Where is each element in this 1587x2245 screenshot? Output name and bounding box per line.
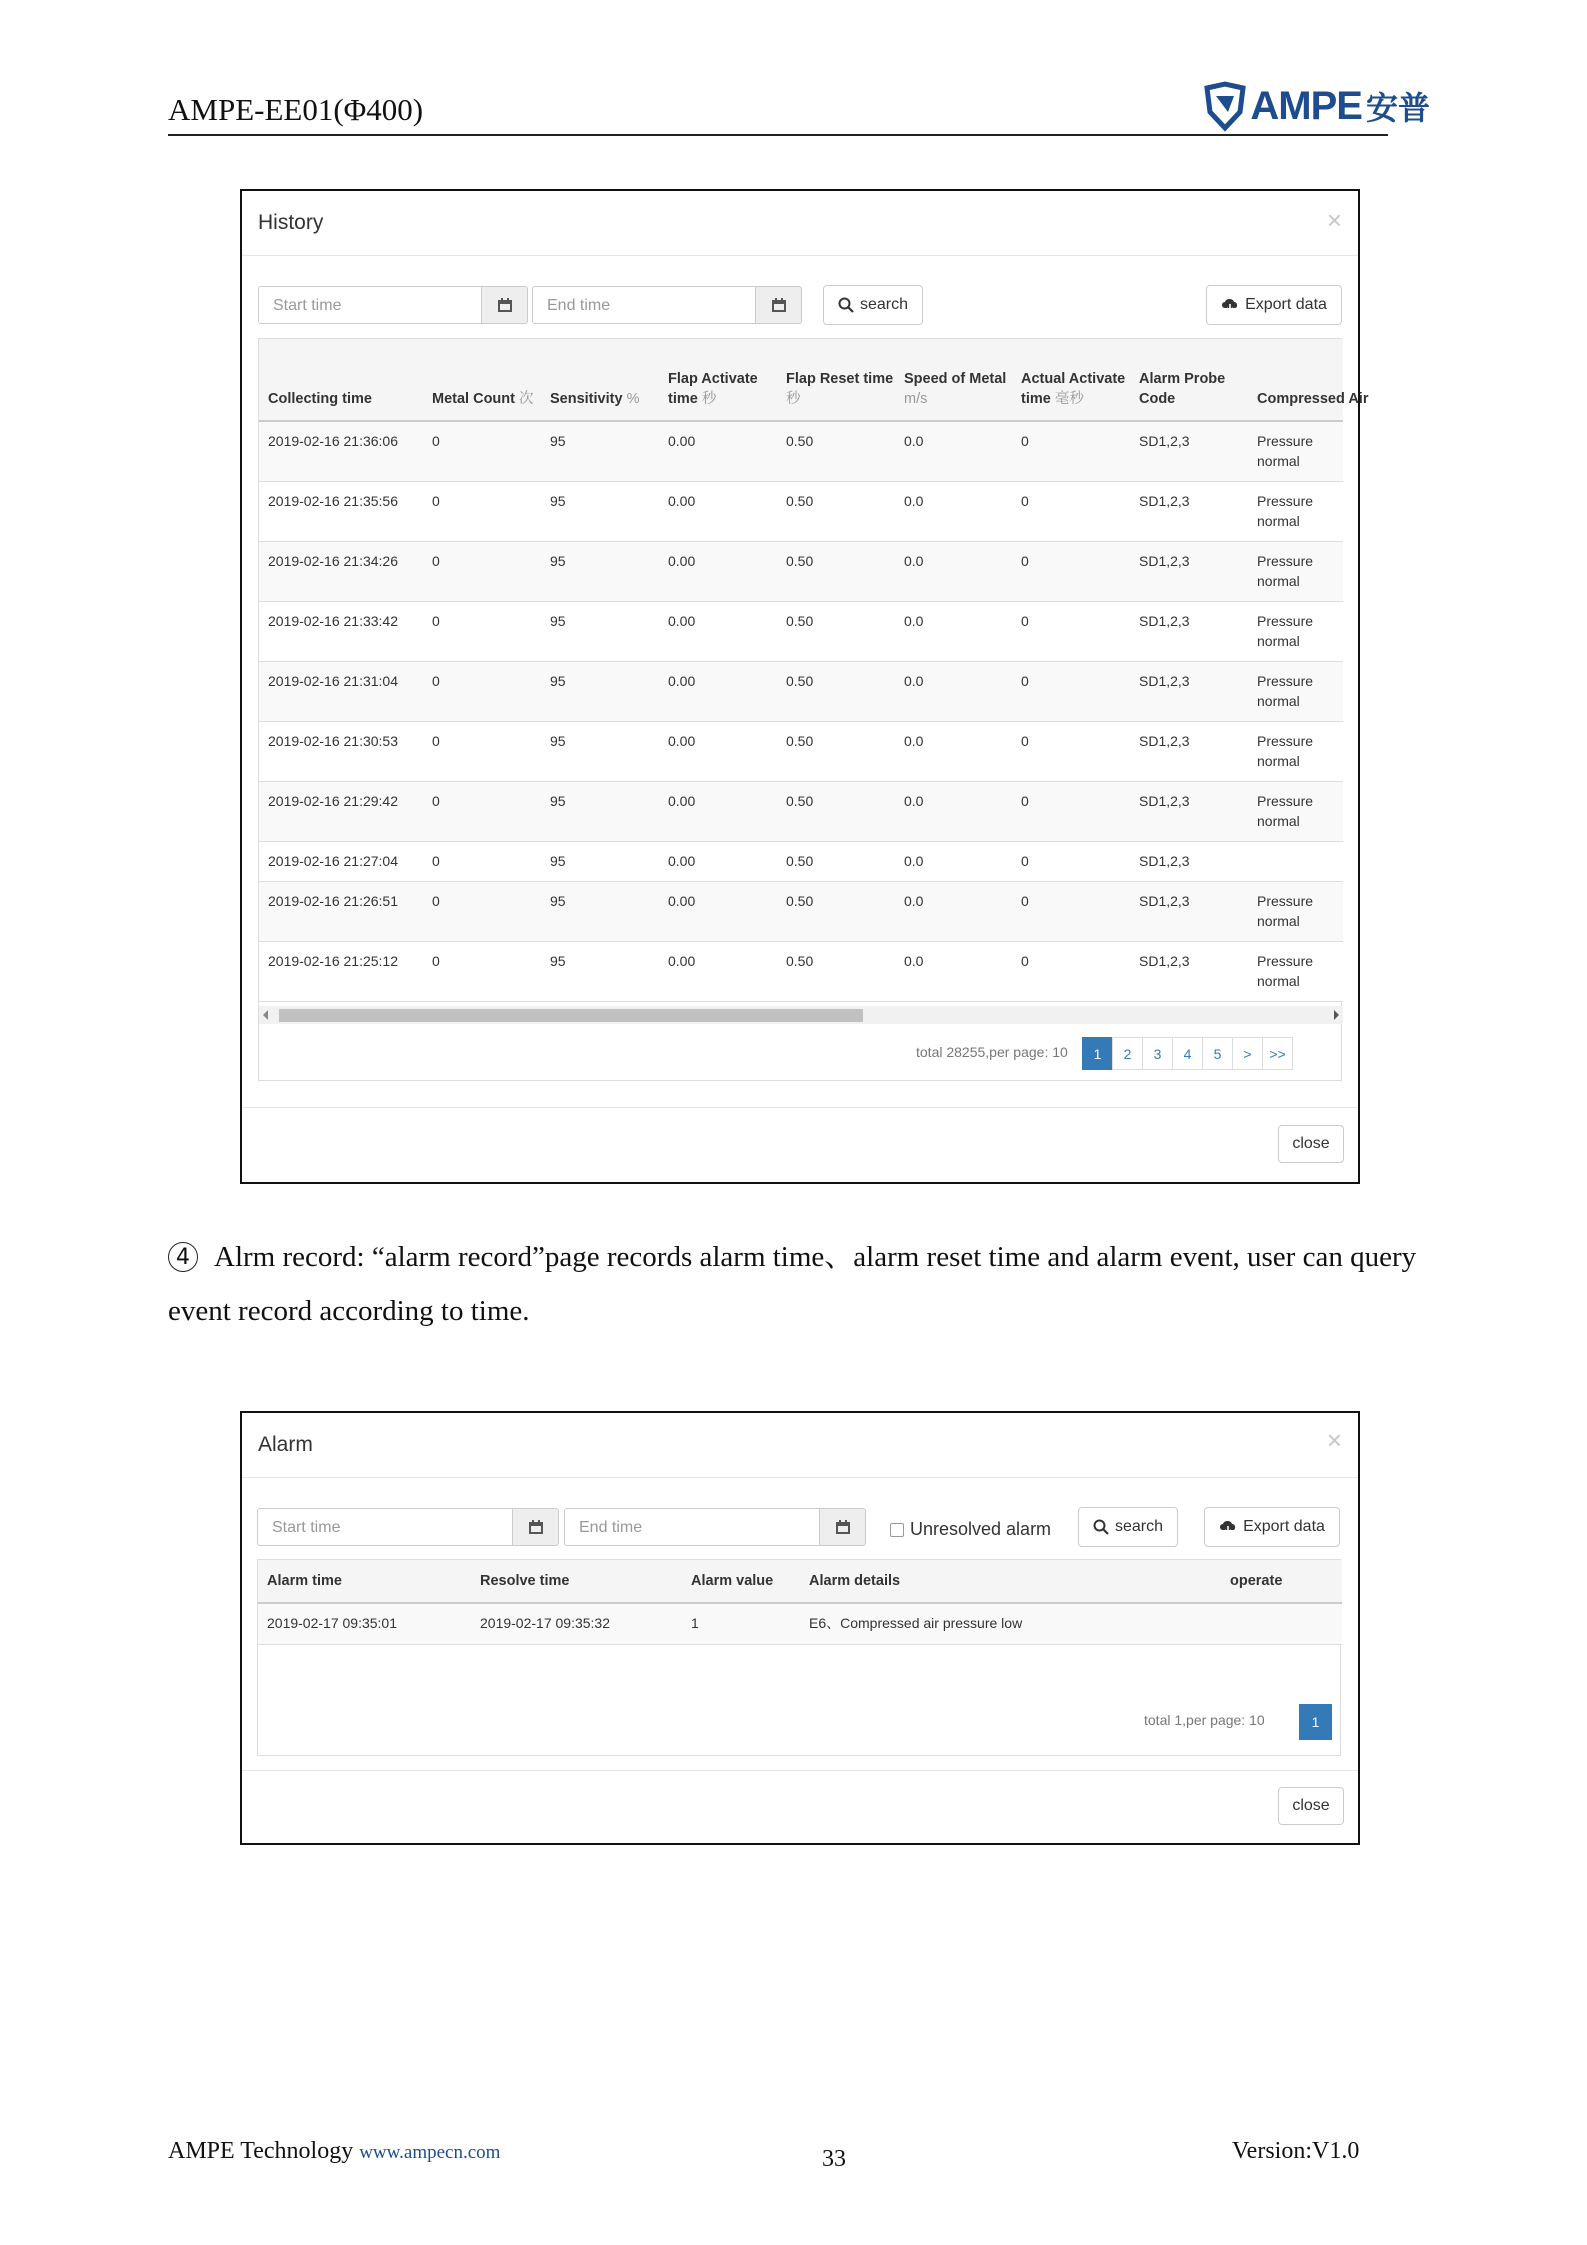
document-title: AMPE-EE01(Φ400) xyxy=(168,92,424,127)
alarm-probe-code-cell: SD1,2,3 xyxy=(1139,553,1190,569)
column-header-flap-reset-time xyxy=(786,369,896,409)
version-label: Version:V1.0 xyxy=(1232,2138,1360,2164)
column-header: Resolve time xyxy=(480,1573,570,1589)
compressed-air-cell: Pressure normal xyxy=(1257,673,1314,709)
alarm-probe-code-cell: SD1,2,3 xyxy=(1139,673,1190,689)
close-label: close xyxy=(1292,1135,1330,1152)
alarm-probe-code-cell: SD1,2,3 xyxy=(1139,613,1190,629)
column-header-actual-activate-time xyxy=(1021,369,1131,409)
flap-reset-time-cell: 0.50 xyxy=(786,613,814,629)
flap-activate-time-cell: 0.00 xyxy=(668,893,696,909)
collecting-time-cell: 2019-02-16 21:27:04 xyxy=(268,853,398,869)
flap-reset-time-cell: 0.50 xyxy=(786,733,814,749)
alarm-modal-header xyxy=(242,1413,1358,1478)
column-header-collecting-time xyxy=(268,389,378,409)
alarm-table xyxy=(257,1559,1341,1756)
column-header: Alarm time xyxy=(267,1573,342,1589)
page-button[interactable]: 5 xyxy=(1202,1037,1233,1070)
alarm-probe-code-cell: SD1,2,3 xyxy=(1139,433,1190,449)
close-button[interactable] xyxy=(1278,1125,1344,1163)
table-row[interactable] xyxy=(259,602,1343,662)
column-header-alarm-probe-code xyxy=(1139,369,1249,409)
flap-activate-time-cell: 0.00 xyxy=(668,733,696,749)
metal-count-cell: 0 xyxy=(432,793,440,809)
search-icon xyxy=(838,297,854,313)
sensitivity-cell: 95 xyxy=(550,553,566,569)
metal-count-cell: 0 xyxy=(432,893,440,909)
pager-info: total 1,per page: 10 xyxy=(1144,1712,1265,1728)
export-data-button[interactable] xyxy=(1204,1507,1340,1547)
flap-activate-time-cell: 0.00 xyxy=(668,433,696,449)
shield-logo-icon xyxy=(1204,82,1246,130)
history-pagination xyxy=(1083,1037,1293,1070)
metal-count-cell: 0 xyxy=(432,733,440,749)
table-row[interactable] xyxy=(259,722,1343,782)
scroll-left-arrow-icon[interactable] xyxy=(263,1010,268,1020)
actual-activate-time-cell: 0 xyxy=(1021,733,1029,749)
company-url[interactable]: www.ampecn.com xyxy=(359,2142,501,2163)
flap-activate-time-cell: 0.00 xyxy=(668,673,696,689)
search-icon xyxy=(1093,1519,1109,1535)
alarm-value-cell: 1 xyxy=(691,1615,699,1631)
column-label: Alarm Probe Code xyxy=(1139,371,1226,407)
page-button[interactable]: 1 xyxy=(1299,1704,1332,1740)
column-unit: m/s xyxy=(904,391,928,407)
page-button[interactable]: 1 xyxy=(1082,1037,1113,1070)
sensitivity-cell: 95 xyxy=(550,673,566,689)
close-x-icon[interactable]: × xyxy=(1326,1425,1342,1455)
alarm-modal xyxy=(240,1411,1360,1845)
close-button[interactable] xyxy=(1278,1787,1344,1825)
history-table xyxy=(258,338,1369,1081)
calendar-icon xyxy=(771,298,787,313)
history-modal xyxy=(240,189,1369,1184)
table-row[interactable] xyxy=(259,842,1343,882)
metal-count-cell: 0 xyxy=(432,433,440,449)
column-header-flap-activate-time xyxy=(668,369,778,409)
actual-activate-time-cell: 0 xyxy=(1021,953,1029,969)
flap-reset-time-cell: 0.50 xyxy=(786,893,814,909)
speed-of-metal-cell: 0.0 xyxy=(904,433,924,449)
pager-info: total 28255,per page: 10 xyxy=(916,1044,1068,1060)
start-time-input[interactable]: Start time xyxy=(257,1508,513,1546)
compressed-air-cell: Pressure normal xyxy=(1257,613,1314,649)
end-calendar-button[interactable] xyxy=(756,286,802,324)
alarm-probe-code-cell: SD1,2,3 xyxy=(1139,853,1190,869)
collecting-time-cell: 2019-02-16 21:34:26 xyxy=(268,553,398,569)
collecting-time-cell: 2019-02-16 21:26:51 xyxy=(268,893,398,909)
circled-number-marker: 4 xyxy=(168,1242,198,1272)
collecting-time-cell: 2019-02-16 21:30:53 xyxy=(268,733,398,749)
brand-latin: AMPE xyxy=(1250,83,1362,128)
collecting-time-cell: 2019-02-16 21:31:04 xyxy=(268,673,398,689)
actual-activate-time-cell: 0 xyxy=(1021,613,1029,629)
start-calendar-button[interactable] xyxy=(513,1508,559,1546)
calendar-icon xyxy=(835,1520,851,1535)
search-button[interactable] xyxy=(823,285,923,325)
compressed-air-cell: Pressure normal xyxy=(1257,793,1314,829)
flap-reset-time-cell: 0.50 xyxy=(786,793,814,809)
calendar-icon xyxy=(528,1520,544,1535)
speed-of-metal-cell: 0.0 xyxy=(904,893,924,909)
alarm-modal-footer xyxy=(242,1770,1358,1843)
actual-activate-time-cell: 0 xyxy=(1021,793,1029,809)
speed-of-metal-cell: 0.0 xyxy=(904,853,924,869)
page-button[interactable]: 3 xyxy=(1142,1037,1173,1070)
metal-count-cell: 0 xyxy=(432,853,440,869)
flap-reset-time-cell: 0.50 xyxy=(786,853,814,869)
calendar-icon xyxy=(497,298,513,313)
flap-activate-time-cell: 0.00 xyxy=(668,793,696,809)
actual-activate-time-cell: 0 xyxy=(1021,493,1029,509)
flap-reset-time-cell: 0.50 xyxy=(786,953,814,969)
alarm-modal-title: Alarm xyxy=(258,1433,313,1456)
sensitivity-cell: 95 xyxy=(550,953,566,969)
sensitivity-cell: 95 xyxy=(550,853,566,869)
metal-count-cell: 0 xyxy=(432,553,440,569)
checkbox-square[interactable] xyxy=(890,1523,904,1537)
flap-reset-time-cell: 0.50 xyxy=(786,493,814,509)
flap-activate-time-cell: 0.00 xyxy=(668,493,696,509)
search-label: search xyxy=(859,296,909,313)
actual-activate-time-cell: 0 xyxy=(1021,853,1029,869)
horizontal-scrollbar[interactable] xyxy=(259,1006,1343,1024)
history-modal-footer xyxy=(242,1107,1358,1182)
page-number: 33 xyxy=(822,2146,846,2172)
collecting-time-cell: 2019-02-16 21:36:06 xyxy=(268,433,398,449)
flap-reset-time-cell: 0.50 xyxy=(786,433,814,449)
flap-activate-time-cell: 0.00 xyxy=(668,613,696,629)
alarm-details-cell: E6、Compressed air pressure low xyxy=(809,1615,1023,1631)
column-label: Flap Activate time xyxy=(668,371,758,407)
column-label: Sensitivity xyxy=(550,391,623,407)
sensitivity-cell: 95 xyxy=(550,493,566,509)
export-label: Export data xyxy=(1243,1518,1325,1535)
page-button[interactable]: 4 xyxy=(1172,1037,1203,1070)
history-modal-title: History xyxy=(258,211,324,234)
scrollbar-thumb[interactable] xyxy=(279,1009,863,1022)
close-label: close xyxy=(1292,1797,1330,1814)
actual-activate-time-cell: 0 xyxy=(1021,673,1029,689)
metal-count-cell: 0 xyxy=(432,673,440,689)
compressed-air-cell: Pressure normal xyxy=(1257,893,1314,929)
scroll-right-arrow-icon[interactable] xyxy=(1334,1010,1339,1020)
flap-reset-time-cell: 0.50 xyxy=(786,553,814,569)
table-row[interactable] xyxy=(259,422,1343,482)
column-label: Metal Count xyxy=(432,391,515,407)
column-header: operate xyxy=(1230,1573,1283,1589)
alarm-record-paragraph xyxy=(168,1230,1428,1338)
page-button[interactable]: >> xyxy=(1262,1037,1293,1070)
actual-activate-time-cell: 0 xyxy=(1021,553,1029,569)
search-label: search xyxy=(1114,1518,1164,1535)
collecting-time-cell: 2019-02-16 21:35:56 xyxy=(268,493,398,509)
metal-count-cell: 0 xyxy=(432,613,440,629)
column-header-sensitivity xyxy=(550,389,660,409)
sensitivity-cell: 95 xyxy=(550,433,566,449)
column-unit: 次 xyxy=(519,391,534,407)
page-button[interactable]: 2 xyxy=(1112,1037,1143,1070)
actual-activate-time-cell: 0 xyxy=(1021,893,1029,909)
document-header xyxy=(168,83,1430,136)
compressed-air-cell: Pressure normal xyxy=(1257,733,1314,769)
paragraph-text: Alrm record: “alarm record”page records alarm time、alarm reset time and alarm event, user can query event record according to time. xyxy=(168,1241,1417,1327)
alarm-pagination xyxy=(1300,1704,1332,1740)
speed-of-metal-cell: 0.0 xyxy=(904,553,924,569)
end-calendar-button[interactable] xyxy=(820,1508,866,1546)
export-data-button[interactable] xyxy=(1206,285,1342,325)
collecting-time-cell: 2019-02-16 21:25:12 xyxy=(268,953,398,969)
table-row[interactable] xyxy=(259,882,1343,942)
metal-count-cell: 0 xyxy=(432,493,440,509)
sensitivity-cell: 95 xyxy=(550,613,566,629)
compressed-air-cell: Pressure normal xyxy=(1257,953,1314,989)
column-unit: 毫秒 xyxy=(1054,391,1084,407)
end-time-input[interactable]: End time xyxy=(532,286,756,324)
brand-cjk: 安普 xyxy=(1365,89,1430,127)
column-unit: 秒 xyxy=(786,391,801,407)
column-header: Alarm details xyxy=(809,1573,901,1589)
close-x-icon[interactable]: × xyxy=(1326,205,1342,235)
speed-of-metal-cell: 0.0 xyxy=(904,733,924,749)
unresolved-alarm-checkbox[interactable] xyxy=(890,1519,1051,1540)
column-label: Speed of Metal xyxy=(904,371,1007,387)
resolve-time-cell: 2019-02-17 09:35:32 xyxy=(480,1615,610,1631)
collecting-time-cell: 2019-02-16 21:33:42 xyxy=(268,613,398,629)
start-time-input[interactable]: Start time xyxy=(258,286,482,324)
footer-company xyxy=(168,2138,500,2165)
table-row[interactable] xyxy=(259,662,1343,722)
column-label: Flap Reset time xyxy=(786,371,894,387)
page-button[interactable]: > xyxy=(1232,1037,1263,1070)
sensitivity-cell: 95 xyxy=(550,733,566,749)
unresolved-alarm-label: Unresolved alarm xyxy=(910,1519,1052,1539)
compressed-air-cell: Pressure normal xyxy=(1257,433,1314,469)
table-row[interactable] xyxy=(259,542,1343,602)
sensitivity-cell: 95 xyxy=(550,893,566,909)
column-header-metal-count xyxy=(432,389,542,409)
compressed-air-cell: Pressure normal xyxy=(1257,493,1314,529)
alarm-probe-code-cell: SD1,2,3 xyxy=(1139,953,1190,969)
table-row[interactable] xyxy=(259,782,1343,842)
column-label: Collecting time xyxy=(268,391,372,407)
alarm-probe-code-cell: SD1,2,3 xyxy=(1139,893,1190,909)
flap-reset-time-cell: 0.50 xyxy=(786,673,814,689)
ampe-logo xyxy=(1204,80,1430,132)
sensitivity-cell: 95 xyxy=(550,793,566,809)
export-label: Export data xyxy=(1245,296,1327,313)
speed-of-metal-cell: 0.0 xyxy=(904,793,924,809)
metal-count-cell: 0 xyxy=(432,953,440,969)
column-unit: % xyxy=(626,391,640,407)
collecting-time-cell: 2019-02-16 21:29:42 xyxy=(268,793,398,809)
alarm-time-cell: 2019-02-17 09:35:01 xyxy=(267,1615,397,1631)
flap-activate-time-cell: 0.00 xyxy=(668,853,696,869)
alarm-probe-code-cell: SD1,2,3 xyxy=(1139,733,1190,749)
start-calendar-button[interactable] xyxy=(482,286,528,324)
end-time-input[interactable]: End time xyxy=(564,1508,820,1546)
column-label: Actual Activate time xyxy=(1021,371,1126,407)
cloud-download-icon xyxy=(1221,297,1239,313)
speed-of-metal-cell: 0.0 xyxy=(904,953,924,969)
table-header-row xyxy=(258,1560,1342,1604)
table-row[interactable] xyxy=(259,482,1343,542)
speed-of-metal-cell: 0.0 xyxy=(904,613,924,629)
flap-activate-time-cell: 0.00 xyxy=(668,553,696,569)
alarm-probe-code-cell: SD1,2,3 xyxy=(1139,493,1190,509)
compressed-air-cell: Pressure normal xyxy=(1257,553,1314,589)
cloud-download-icon xyxy=(1219,1519,1237,1535)
speed-of-metal-cell: 0.0 xyxy=(904,673,924,689)
alarm-probe-code-cell: SD1,2,3 xyxy=(1139,793,1190,809)
column-header-speed-of-metal xyxy=(904,369,1014,409)
flap-activate-time-cell: 0.00 xyxy=(668,953,696,969)
actual-activate-time-cell: 0 xyxy=(1021,433,1029,449)
column-unit: 秒 xyxy=(701,391,717,407)
column-label: Compressed Air xyxy=(1257,391,1369,407)
search-button[interactable] xyxy=(1078,1507,1178,1547)
column-header: Alarm value xyxy=(691,1573,774,1589)
company-name: AMPE Technology xyxy=(168,2138,354,2164)
speed-of-metal-cell: 0.0 xyxy=(904,493,924,509)
column-header-compressed-air xyxy=(1257,389,1369,409)
table-row[interactable] xyxy=(259,942,1343,1002)
table-row[interactable] xyxy=(258,1604,1342,1645)
history-modal-header xyxy=(242,191,1358,256)
